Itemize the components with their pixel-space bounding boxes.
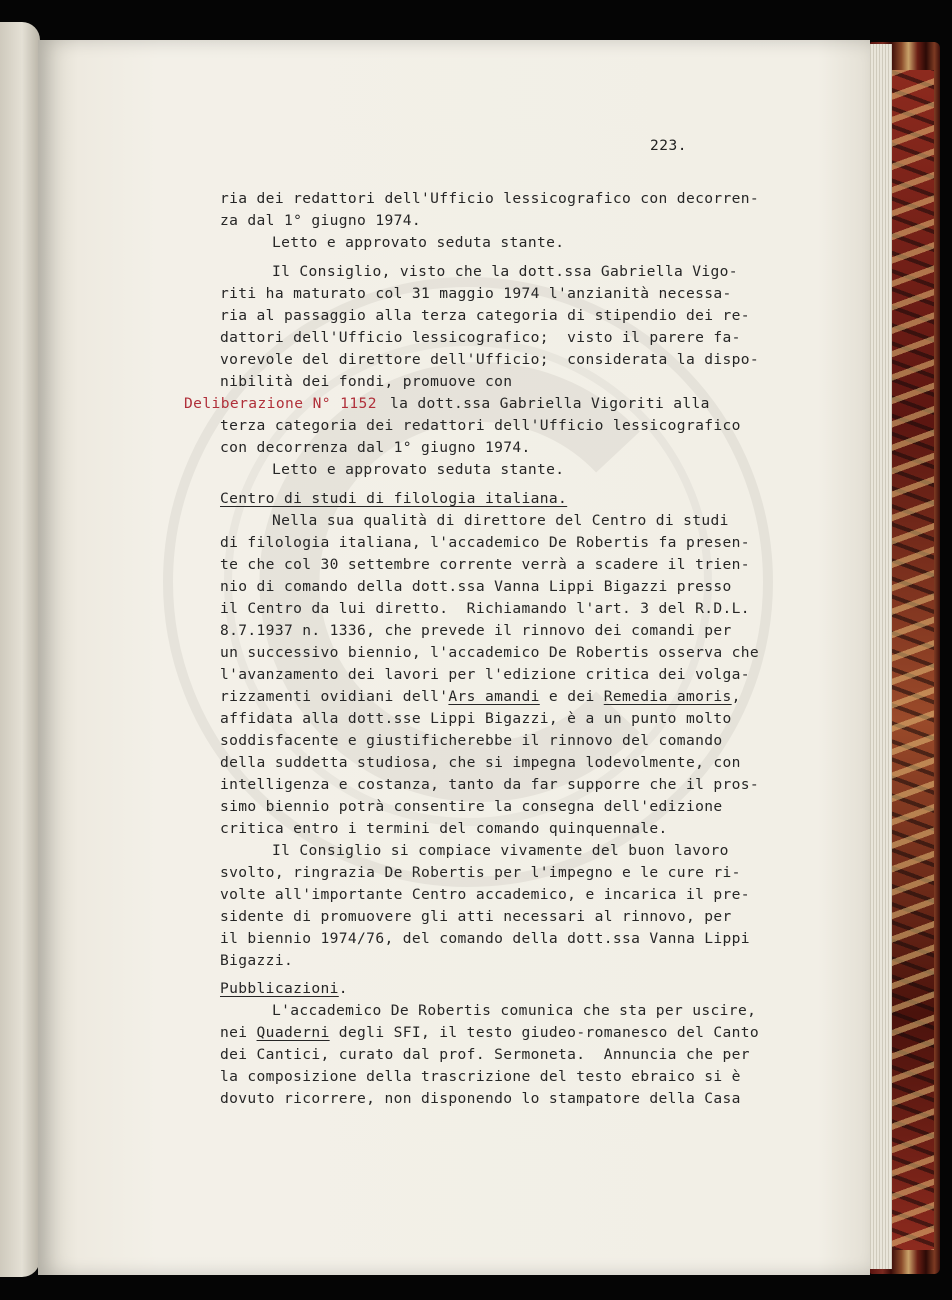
title-remedia-amoris: Remedia amoris bbox=[603, 688, 732, 705]
heading-period: . bbox=[338, 980, 348, 997]
text-line: dattori dell'Ufficio lessicografico; visto il parere fa- bbox=[220, 329, 741, 346]
text-line: Letto e approvato seduta stante. bbox=[272, 461, 565, 478]
text-fragment: e dei bbox=[539, 688, 604, 705]
text-line: di filologia italiana, l'accademico De Robertis fa presen- bbox=[220, 534, 750, 551]
text-line: Letto e approvato seduta stante. bbox=[272, 234, 565, 251]
text-line: un successivo biennio, l'accademico De Robertis osserva che bbox=[220, 644, 760, 661]
text-line: volte all'importante Centro accademico, e incarica il pre- bbox=[220, 886, 750, 903]
text-line: intelligenza e costanza, tanto da far supporre che il pros- bbox=[220, 776, 760, 793]
section-heading-centro-studi: Centro di studi di filologia italiana. bbox=[220, 490, 568, 507]
text-fragment: rizzamenti ovidiani dell' bbox=[220, 688, 449, 705]
text-line: sidente di promuovere gli atti necessari al rinnovo, per bbox=[220, 908, 732, 925]
text-line: za dal 1° giugno 1974. bbox=[220, 212, 421, 229]
page-number: 223. bbox=[650, 138, 687, 154]
text-line: critica entro i termini del comando quinquennale. bbox=[220, 820, 668, 837]
text-line: terza categoria dei redattori dell'Ufficio lessicografico bbox=[220, 417, 741, 434]
text-fragment: nei bbox=[220, 1024, 257, 1041]
text-line: della suddetta studiosa, che si impegna lodevolmente, con bbox=[220, 754, 741, 771]
text-line: vorevole del direttore dell'Ufficio; considerata la dispo- bbox=[220, 351, 760, 368]
text-line: ria al passaggio alla terza categoria di stipendio dei re- bbox=[220, 307, 750, 324]
text-line-with-title bbox=[220, 1024, 759, 1042]
text-line: Il Consiglio si compiace vivamente del buon lavoro bbox=[272, 842, 729, 859]
section-heading-pubblicazioni bbox=[220, 980, 348, 998]
text-line: te che col 30 settembre corrente verrà a scadere il trien- bbox=[220, 556, 750, 573]
text-line: soddisfacente e giustificherebbe il rinnovo del comando bbox=[220, 732, 723, 749]
text-line: Nella sua qualità di direttore del Centro di studi bbox=[272, 512, 729, 529]
text-line: svolto, ringrazia De Robertis per l'impegno e le cure ri- bbox=[220, 864, 741, 881]
text-line: affidata alla dott.sse Lippi Bigazzi, è a un punto molto bbox=[220, 710, 732, 727]
text-line: con decorrenza dal 1° giugno 1974. bbox=[220, 439, 531, 456]
text-line: il biennio 1974/76, del comando della dott.ssa Vanna Lippi bbox=[220, 930, 750, 947]
text-line: 8.7.1937 n. 1336, che prevede il rinnovo dei comandi per bbox=[220, 622, 732, 639]
margin-note-deliberazione: Deliberazione N° 1152 bbox=[184, 395, 377, 412]
text-line: l'avanzamento dei lavori per l'edizione critica dei volga- bbox=[220, 666, 750, 683]
text-line: Bigazzi. bbox=[220, 952, 294, 969]
text-line: il Centro da lui diretto. Richiamando l'art. 3 del R.D.L. bbox=[220, 600, 750, 617]
text-fragment: , bbox=[731, 688, 741, 705]
heading-text: Pubblicazioni bbox=[220, 980, 339, 997]
text-line: nibilità dei fondi, promuove con bbox=[220, 373, 513, 390]
text-line: riti ha maturato col 31 maggio 1974 l'anzianità necessa- bbox=[220, 285, 732, 302]
text-fragment: degli SFI, il testo giudeo-romanesco del Canto bbox=[329, 1024, 760, 1041]
text-line: nio di comando della dott.ssa Vanna Lippi Bigazzi presso bbox=[220, 578, 732, 595]
text-line: ria dei redattori dell'Ufficio lessicografico con decorren- bbox=[220, 190, 760, 207]
text-line: la composizione della trascrizione del testo ebraico si è bbox=[220, 1068, 741, 1085]
title-quaderni: Quaderni bbox=[256, 1024, 330, 1041]
text-line: dovuto ricorrere, non disponendo lo stampatore della Casa bbox=[220, 1090, 741, 1107]
text-line: la dott.ssa Gabriella Vigoriti alla bbox=[390, 395, 710, 412]
text-line: simo biennio potrà consentire la consegna dell'edizione bbox=[220, 798, 723, 815]
text-line: dei Cantici, curato dal prof. Sermoneta. Annuncia che per bbox=[220, 1046, 750, 1063]
text-line: L'accademico De Robertis comunica che sta per uscire, bbox=[272, 1002, 757, 1019]
text-line: Il Consiglio, visto che la dott.ssa Gabriella Vigo- bbox=[272, 263, 738, 280]
title-ars-amandi: Ars amandi bbox=[448, 688, 540, 705]
text-line-with-titles bbox=[220, 688, 741, 706]
